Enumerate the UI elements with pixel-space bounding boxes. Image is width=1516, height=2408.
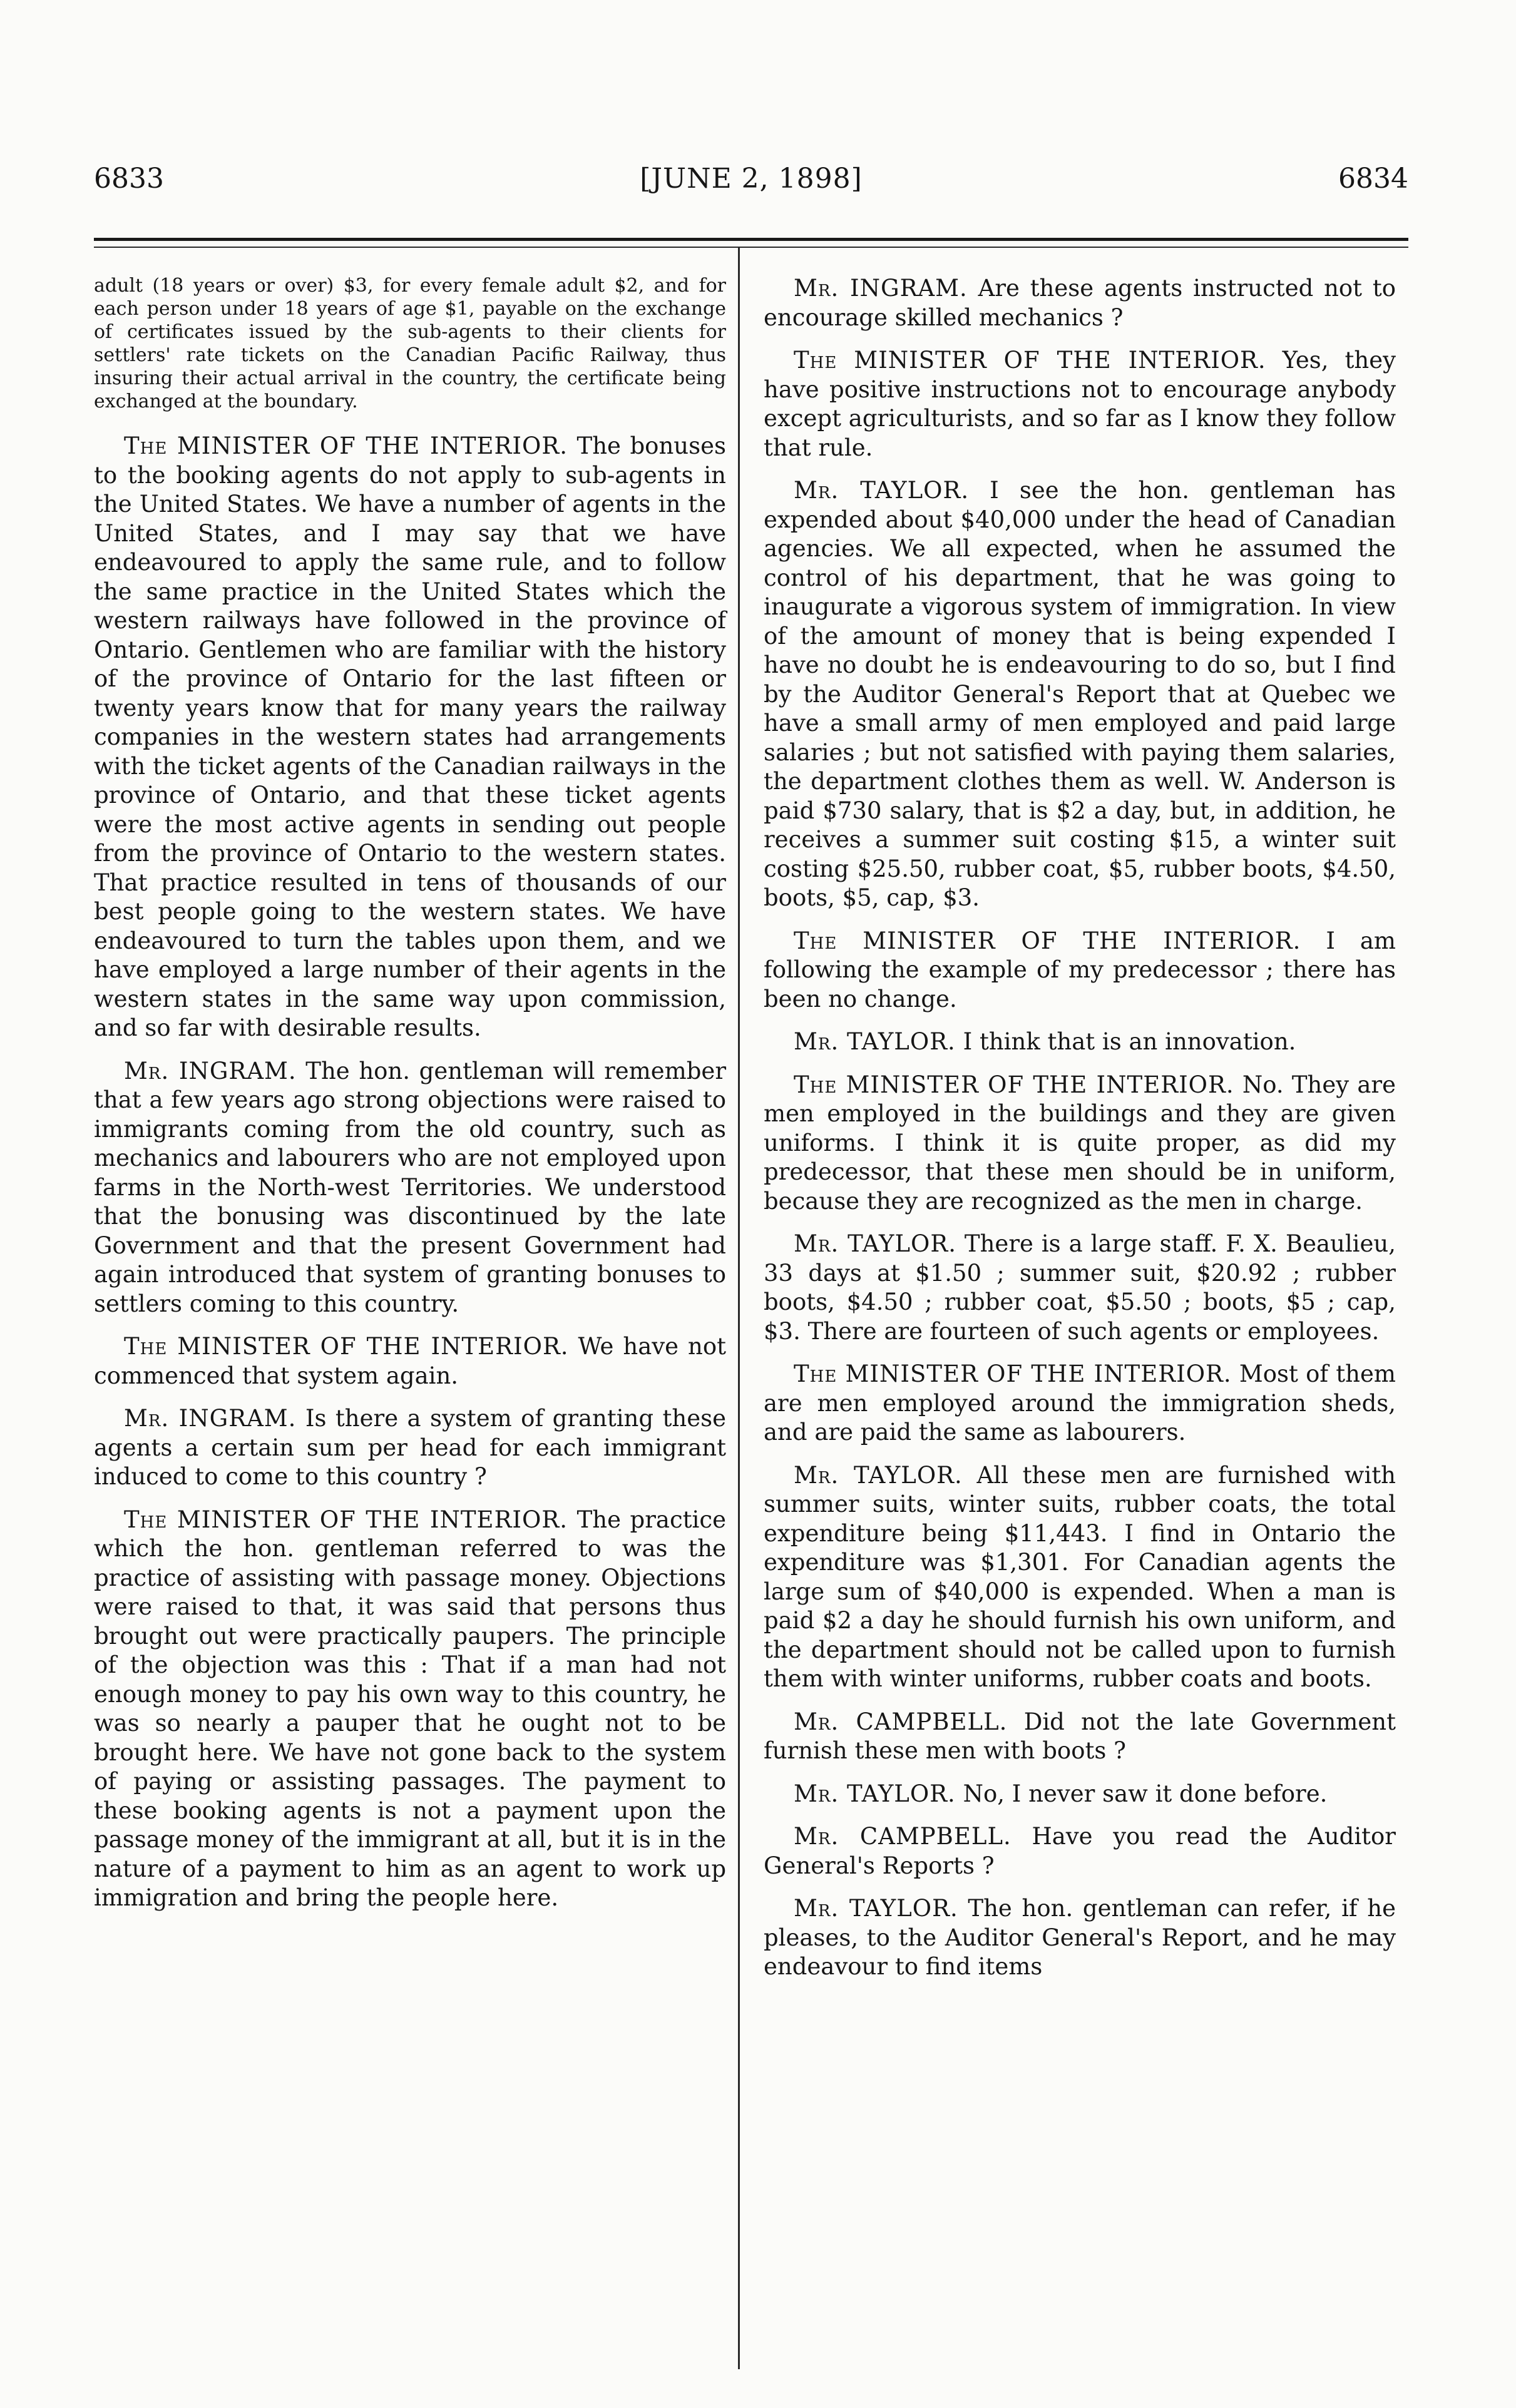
speech-paragraph xyxy=(764,1028,1396,1057)
speech-paragraph xyxy=(764,1360,1396,1447)
speaker-name: The MINISTER OF THE INTERIOR. xyxy=(124,432,568,459)
speech-text: Yes, they have positive instructions not to encourage anybody except agriculturists, and so far as I know they follow that rule. xyxy=(764,347,1396,461)
speech-text: The hon. gentleman can refer, if he pleases, to the Auditor General's Report, and he may endeavour to find items xyxy=(764,1895,1396,1980)
speech-text: Did not the late Government furnish these men with boots ? xyxy=(764,1708,1396,1764)
speech-text: There is a large staff. F. X. Beaulieu, 33 days at $1.50 ; summer suit, $20.92 ; rubber boots, $4.50 ; rubber coat, $5.50 ; boots, $5 ; cap, $3. There are fourteen of such agents or employees. xyxy=(764,1230,1396,1345)
speech-text: adult (18 years or over) $3, for every female adult $2, and for each person under 18 years of age $1, payable on the exchange of certificates issued by the sub-agents to their clients for settlers' rate tickets on the Canadian Pacific Railway, thus insuring their actual arrival in the country, the certificate being exchanged at the boundary. xyxy=(94,275,726,412)
header-rule-thin xyxy=(94,247,1408,248)
speaker-name: Mr. INGRAM. xyxy=(794,275,968,302)
speaker-name: The MINISTER OF THE INTERIOR. xyxy=(794,347,1266,374)
speech-text: The practice which the hon. gentleman referred to was the practice of assisting with passage money. Objections were raised to that, it was said that persons thus brought out were practically paupers. The principle of the objection was this : That if a man had not enough money to pay his own way to this country, he was so nearly a pauper that he ought not to be brought here. We have not gone back to the system of paying or assisting passages. The payment to these booking agents is not a payment upon the passage money of the immigrant at all, but it is in the nature of a payment to him as an agent to work up immigration and bring the people here. xyxy=(94,1506,726,1911)
speech-text: No, I never saw it done before. xyxy=(963,1780,1328,1807)
speech-paragraph xyxy=(94,1404,726,1492)
speech-paragraph xyxy=(764,346,1396,462)
speaker-name: Mr. TAYLOR. xyxy=(794,1230,956,1257)
speech-paragraph xyxy=(764,1894,1396,1982)
speech-paragraph xyxy=(764,274,1396,332)
speech-text: No. They are men employed in the buildings and they are given uniforms. I think it is quite proper, as did my predecessor, that these men should be in uniform, because they are recognized as the men in charge. xyxy=(764,1071,1396,1215)
speech-paragraph xyxy=(764,1822,1396,1880)
speech-text: I see the hon. gentleman has expended about $40,000 under the head of Canadian agencies. We all expected, when he assumed the control of his department, that he was going to inaugurate a vigorous system of immigration. In view of the amount of money that is being expended I have no doubt he is endeavouring to do so, but I find by the Auditor General's Report that at Quebec we have a small army of men employed and paid large salaries ; but not satisfied with paying them salaries, the department clothes them as well. W. Anderson is paid $730 salary, that is $2 a day, but, in addition, he receives a summer suit costing $15, a winter suit costing $25.50, rubber coat, $5, rubber boots, $4.50, boots, $5, cap, $3. xyxy=(764,477,1396,911)
speaker-name: The MINISTER OF THE INTERIOR. xyxy=(794,927,1301,954)
speech-text: I think that is an innovation. xyxy=(963,1028,1296,1055)
speaker-name: The MINISTER OF THE INTERIOR. xyxy=(124,1333,569,1360)
page-date: [JUNE 2, 1898] xyxy=(640,163,863,195)
speech-paragraph xyxy=(764,1230,1396,1346)
speaker-name: Mr. CAMPBELL. xyxy=(794,1708,1008,1735)
speech-text: I am following the example of my predecessor ; there has been no change. xyxy=(764,927,1396,1013)
speaker-name: Mr. TAYLOR. xyxy=(794,1780,956,1807)
speech-paragraph xyxy=(94,432,726,1043)
right-column xyxy=(764,274,1396,1996)
page-number-left: 6833 xyxy=(94,163,164,195)
page-header xyxy=(94,163,1408,207)
speech-paragraph xyxy=(94,1057,726,1319)
speaker-name: The MINISTER OF THE INTERIOR. xyxy=(794,1071,1234,1098)
speech-paragraph xyxy=(764,927,1396,1014)
header-rule-thick xyxy=(94,238,1408,241)
speech-text: Have you read the Auditor General's Reports ? xyxy=(764,1823,1396,1879)
speech-text: The hon. gentleman will remember that a few years ago strong objections were raised to immigrants coming from the old country, such as mechanics and labourers who are not employed upon farms in the North-west Territories. We understood that the bonusing was discontinued by the late Government and that the present Government had again introduced that system of granting bonuses to settlers coming to this country. xyxy=(94,1057,726,1317)
speech-paragraph xyxy=(764,1071,1396,1217)
speaker-name: Mr. CAMPBELL. xyxy=(794,1823,1012,1850)
speech-paragraph xyxy=(94,274,726,413)
speech-paragraph xyxy=(764,476,1396,913)
speech-text: Is there a system of granting these agents a certain sum per head for each immigrant induced to come to this country ? xyxy=(94,1405,726,1490)
speech-text: All these men are furnished with summer suits, winter suits, rubber coats, the total expenditure being $11,443. I find in Ontario the expenditure was $1,301. For Canadian agents the large sum of $40,000 is expended. When a man is paid $2 a day he should furnish his own uniform, and the department should not be called upon to furnish them with winter uniforms, rubber coats and boots. xyxy=(764,1461,1396,1692)
page-number-right: 6834 xyxy=(1338,163,1408,195)
speaker-name: Mr. TAYLOR. xyxy=(794,1895,958,1922)
speech-paragraph xyxy=(94,1332,726,1390)
speech-text: We have not commenced that system again. xyxy=(94,1333,726,1389)
speaker-name: The MINISTER OF THE INTERIOR. xyxy=(794,1360,1232,1387)
speech-paragraph xyxy=(764,1461,1396,1694)
speaker-name: Mr. TAYLOR. xyxy=(794,477,970,504)
speaker-name: Mr. TAYLOR. xyxy=(794,1461,963,1489)
speaker-name: Mr. INGRAM. xyxy=(124,1405,297,1432)
speech-text: The bonuses to the booking agents do not apply to sub-agents in the United States. We have a number of agents in the United States, and I may say that we have endeavoured to apply the same rule, and to follow the same practice in the United States which the western railways have followed in the province of Ontario. Gentlemen who are familiar with the history of the province of Ontario for the last fifteen or twenty years know that for many years the railway companies in the western states had arrangements with the ticket agents of the Canadian railways in the province of Ontario, and that these ticket agents were the most active agents in sending out people from the province of Ontario to the western states. That practice resulted in tens of thousands of our best people going to the western states. We have endeavoured to turn the tables upon them, and we have employed a large number of their agents in the western states in the same way upon commission, and so far with desirable results. xyxy=(94,432,726,1041)
speaker-name: The MINISTER OF THE INTERIOR. xyxy=(124,1506,568,1533)
speech-paragraph xyxy=(94,1506,726,1913)
left-column xyxy=(94,274,726,1927)
speech-paragraph xyxy=(764,1708,1396,1766)
speech-text: Most of them are men employed around the immigration sheds, and are paid the same as labourers. xyxy=(764,1360,1396,1446)
column-divider xyxy=(738,248,740,2369)
speech-paragraph xyxy=(764,1780,1396,1809)
speaker-name: Mr. INGRAM. xyxy=(124,1057,297,1084)
speaker-name: Mr. TAYLOR. xyxy=(794,1028,956,1055)
speech-text: Are these agents instructed not to encourage skilled mechanics ? xyxy=(764,275,1396,331)
